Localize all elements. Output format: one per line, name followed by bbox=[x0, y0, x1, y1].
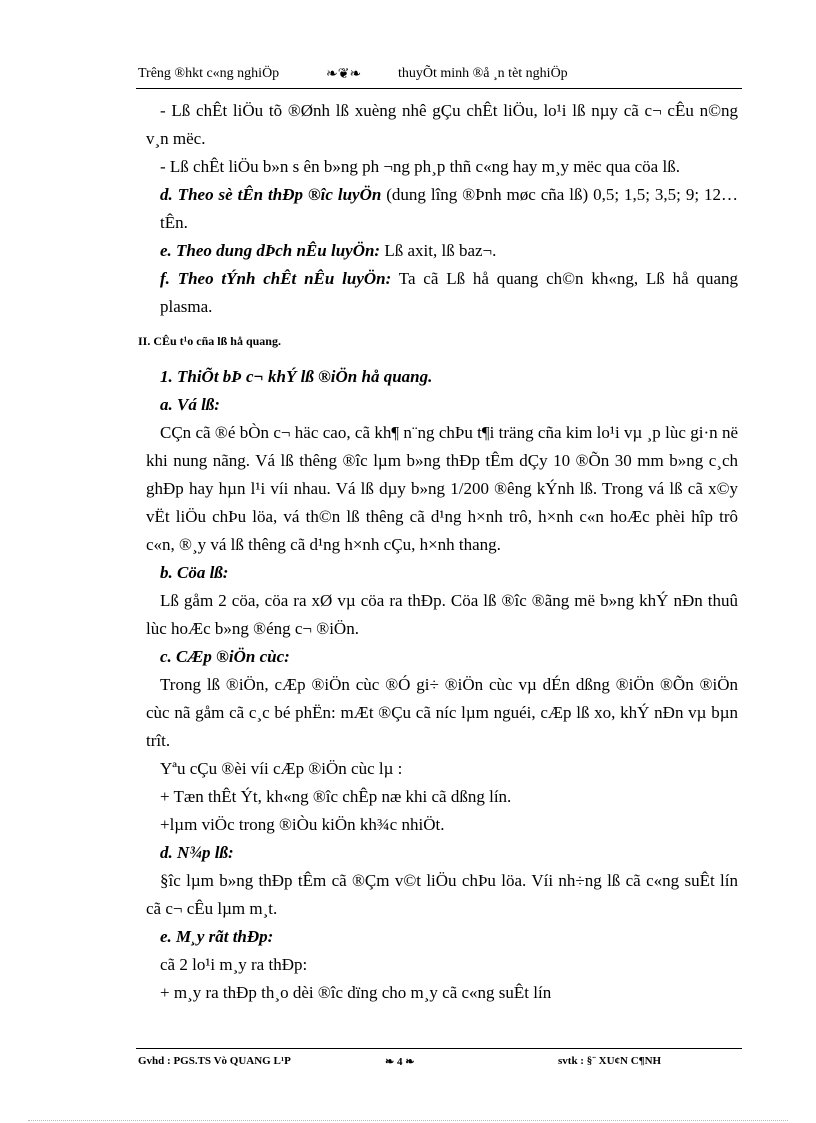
paragraph-e2: + m¸y ra thÐp th¸o dèi ®îc dïng cho m¸y cã c«ng suÊt lín bbox=[160, 983, 552, 1002]
heading-d-text: (dung lîng ®Þnh møc cña lß) 0,5; 1,5; 3,5; 9; 12… tÊn. bbox=[160, 185, 738, 232]
heading-f-label: f. Theo tÝnh chÊt nÊu luyÖn: bbox=[160, 269, 392, 288]
footer-supervisor: Gvhd : PGS.TS Vò QUANG L¹P bbox=[138, 1055, 291, 1067]
requirements-title: Yªu cÇu ®èi víi cÆp ®iÖn cùc lµ : bbox=[160, 759, 403, 778]
paragraph-d: §îc lµm b»ng thÐp tÊm cã ®Çm v©t liÖu chÞu löa. Víi nh÷ng lß cã c«ng suÊt lín cã c¬ cÊu lµm m¸t. bbox=[146, 871, 738, 918]
paragraph-a: CÇn cã ®é bÒn c¬ häc cao, cã kh¶ n¨ng chÞu t¶i träng cña kim lo¹i vµ ¸p lùc gi·n në khi nung nãng. Vá lß thêng ®îc lµm b»ng thÐp tÊm dÇy 10 ®Õn 30 mm b»ng c¸ch ghÐp hay hµn l¹i víi nhau. Vá lß dµy b»ng 1/200 ®êng kÝnh lß. Trong vá lß cã x©y vËt liÖu chÞu löa, vá th©n lß thêng cã d¹ng h×nh trô, h×nh c«n hoÆc phèi hîp trô c«n, ®¸y vá lß thêng cã d¹ng h×nh cÇu, h×nh thang. bbox=[146, 423, 738, 554]
header-school: Trêng ®hkt c«ng nghiÖp bbox=[138, 66, 280, 81]
header-ornament: ❧❦❧ bbox=[326, 67, 362, 82]
footer-rule bbox=[136, 1048, 742, 1049]
heading-f bbox=[160, 265, 738, 321]
heading-e bbox=[160, 237, 738, 265]
page-edge-divider bbox=[28, 1120, 788, 1121]
heading-e-text: Lß axit, lß baz¬. bbox=[380, 241, 497, 260]
header-title: thuyÕt minh ®å ¸n tèt nghiÖp bbox=[398, 66, 568, 81]
requirement-item: +lµm viÖc trong ®iÒu kiÖn kh¾c nhiÖt. bbox=[160, 815, 445, 834]
heading-e-label: e. Theo dung dÞch nÊu luyÖn: bbox=[160, 241, 381, 260]
heading-f-text: Ta cã Lß hå quang ch©n kh«ng, Lß hå quang plasma. bbox=[160, 269, 738, 316]
page-number: ❧ 4 ❧ bbox=[385, 1056, 415, 1068]
paragraph-e1: cã 2 lo¹i m¸y ra thÐp: bbox=[160, 955, 308, 974]
item-heading-e: e. M¸y rãt thÐp: bbox=[160, 927, 274, 946]
paragraph: - Lß chÊt liÖu b»n s ên b»ng ph ¬ng ph¸p thñ c«ng hay m¸y mëc qua cöa lß. bbox=[160, 157, 680, 176]
section-heading: II. CÊu t¹o cña lß hå quang. bbox=[138, 334, 281, 348]
heading-d-label: d. Theo sè tÊn thÐp ®îc luyÖn bbox=[160, 185, 382, 204]
paragraph-c: Trong lß ®iÖn, cÆp ®iÖn cùc ®Ó gi÷ ®iÖn cùc vµ dÉn dßng ®iÖn ®Õn ®iÖn cùc nã gåm cã c¸c bé phËn: mÆt ®Çu cã níc lµm nguéi, cÆp lß xo, khÝ nÐn vµ bµn trît. bbox=[146, 675, 738, 750]
footer-student: svtk : §¨ XU¢N C¶NH bbox=[558, 1055, 662, 1067]
paragraph: - Lß chÊt liÖu tõ ®Ønh lß xuèng nhê gÇu chÊt liÖu, lo¹i lß nµy cã c¬ cÊu n©ng v¸n mëc. bbox=[146, 101, 738, 148]
header-rule bbox=[136, 88, 742, 89]
item-heading-a: a. Vá lß: bbox=[160, 395, 220, 414]
paragraph-b: Lß gåm 2 cöa, cöa ra xØ vµ cöa ra thÐp. Cöa lß ®îc ®ãng më b»ng khÝ nÐn thuû lùc hoÆc b»ng ®éng c¬ ®iÖn. bbox=[146, 591, 738, 638]
heading-d bbox=[160, 181, 738, 237]
requirement-item: + Tæn thÊt Ýt, kh«ng ®îc chÊp næ khi cã dßng lín. bbox=[160, 787, 512, 806]
document-body bbox=[138, 97, 738, 1007]
item-heading-d: d. N¾p lß: bbox=[160, 843, 234, 862]
subsection-heading: 1. ThiÕt bÞ c¬ khÝ lß ®iÖn hå quang. bbox=[160, 367, 433, 386]
item-heading-b: b. Cöa lß: bbox=[160, 563, 229, 582]
item-heading-c: c. CÆp ®iÖn cùc: bbox=[160, 647, 290, 666]
